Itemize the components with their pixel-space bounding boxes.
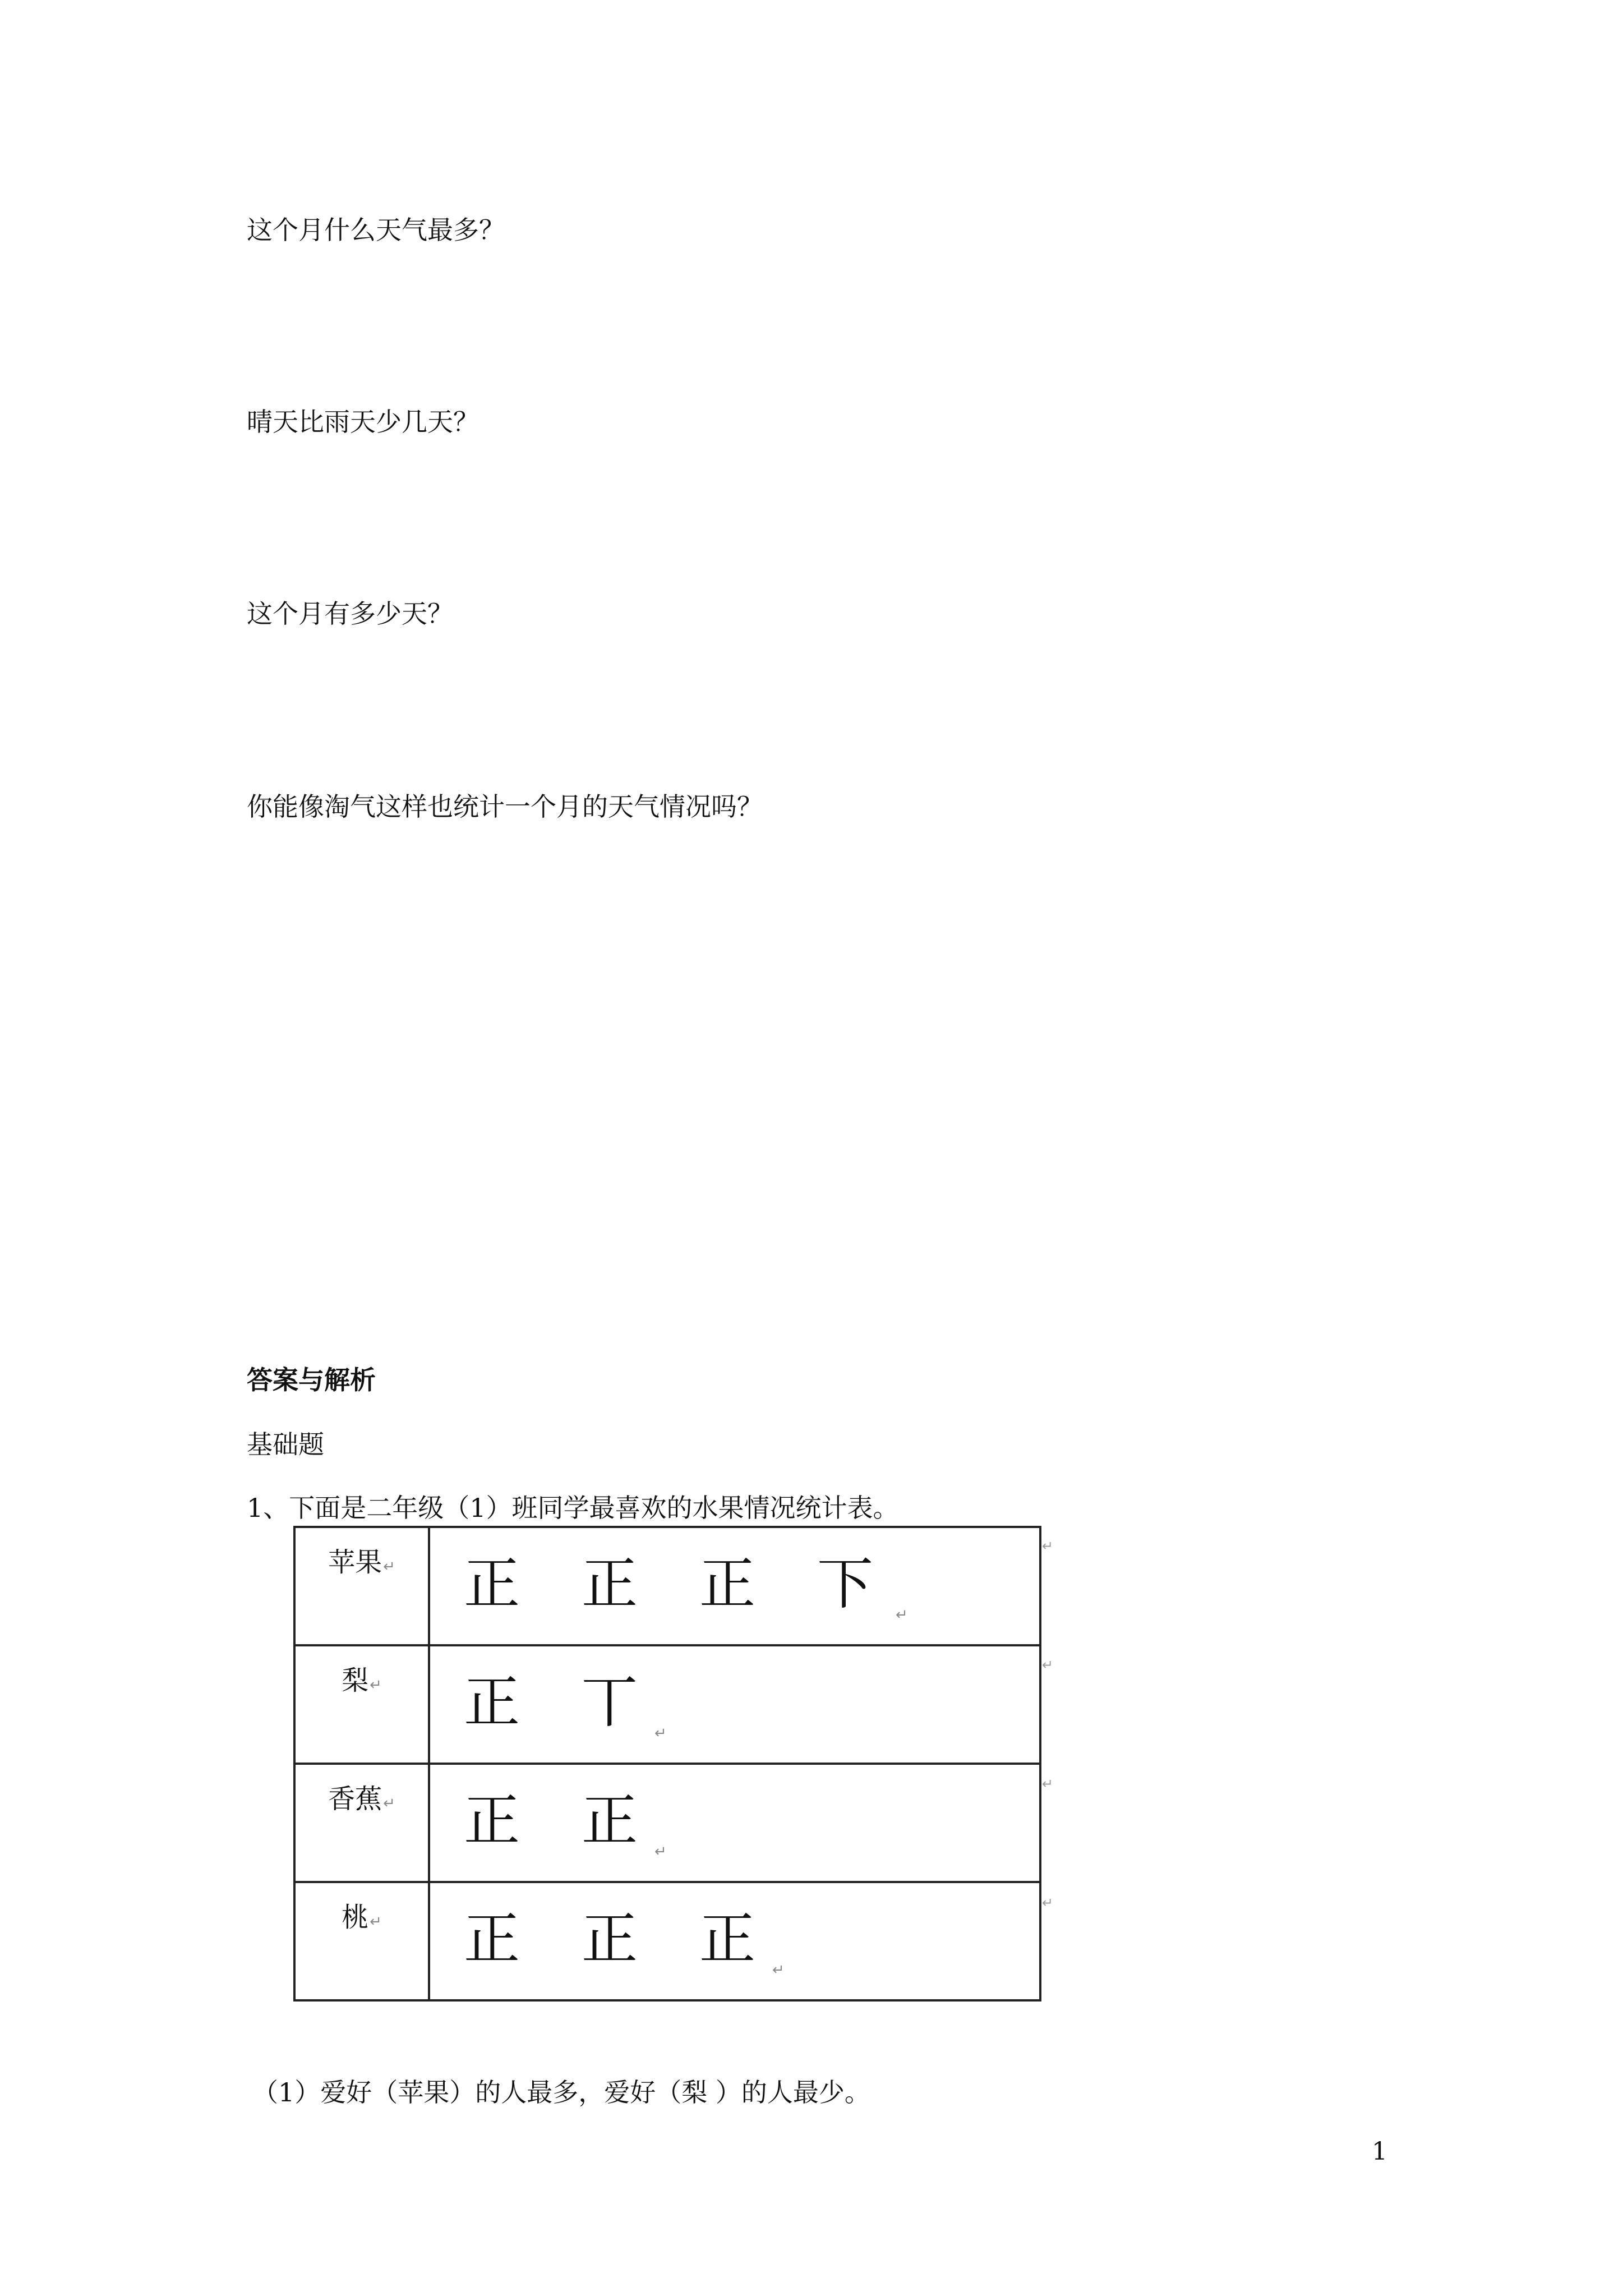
answers-heading: 答案与解析	[247, 1365, 376, 1395]
tally-cell	[429, 1764, 1040, 1882]
tally-cell	[429, 1882, 1040, 2000]
return-mark: ↵	[1042, 1895, 1054, 1911]
question-3: 这个月有多少天？	[247, 599, 453, 629]
return-mark: ↵	[654, 1725, 667, 1742]
question-1: 这个月什么天气最多？	[247, 215, 505, 245]
tally-mark: 下	[817, 1551, 873, 1617]
return-mark: ↵	[1042, 1657, 1054, 1673]
item-1-title: 1、下面是二年级（1）班同学最喜欢的水果情况统计表。	[247, 1493, 899, 1523]
tally-mark: 正	[464, 1669, 520, 1735]
tally-mark: 丅	[582, 1669, 638, 1735]
tally-mark: 正	[464, 1906, 520, 1972]
tally-mark: 正	[582, 1788, 638, 1853]
return-mark: ↵	[1042, 1538, 1054, 1554]
return-mark: ↵	[772, 1962, 785, 1978]
tally-mark: 正	[699, 1551, 755, 1617]
fruit-label: 梨↵	[342, 1665, 382, 1696]
question-2: 晴天比雨天少几天？	[247, 407, 479, 437]
fruit-cell	[294, 1882, 429, 2000]
return-mark: ↵	[1042, 1776, 1054, 1792]
section-title: 基础题	[247, 1429, 324, 1460]
page-number: 1	[1372, 2137, 1387, 2166]
tally-mark: 正	[464, 1551, 520, 1617]
fruit-cell	[294, 1527, 429, 1645]
tally-marks	[464, 1906, 817, 1973]
return-mark: ↵	[654, 1843, 667, 1860]
fruit-label: 桃↵	[342, 1902, 382, 1933]
table-row	[294, 1527, 1040, 1645]
fruit-label: 苹果↵	[328, 1547, 395, 1578]
tally-mark: 正	[582, 1906, 638, 1972]
tally-mark: 正	[699, 1906, 755, 1972]
tally-mark: 正	[582, 1551, 638, 1617]
table-row	[294, 1882, 1040, 2000]
tally-cell	[429, 1645, 1040, 1764]
tally-marks	[464, 1550, 935, 1618]
question-4: 你能像淘气这样也统计一个月的天气情况吗？	[247, 792, 763, 822]
fruit-cell	[294, 1645, 429, 1764]
fruit-cell	[294, 1764, 429, 1882]
tally-mark: 正	[464, 1788, 520, 1853]
table-row	[294, 1764, 1040, 1882]
fruit-label: 香蕉↵	[328, 1783, 395, 1815]
return-mark: ↵	[896, 1607, 908, 1623]
table-row	[294, 1645, 1040, 1764]
item-1-answer: （1）爱好（苹果）的人最多，爱好（梨 ）的人最少。	[252, 2077, 870, 2108]
tally-cell	[429, 1527, 1040, 1645]
fruit-tally-table	[293, 1526, 1041, 2001]
